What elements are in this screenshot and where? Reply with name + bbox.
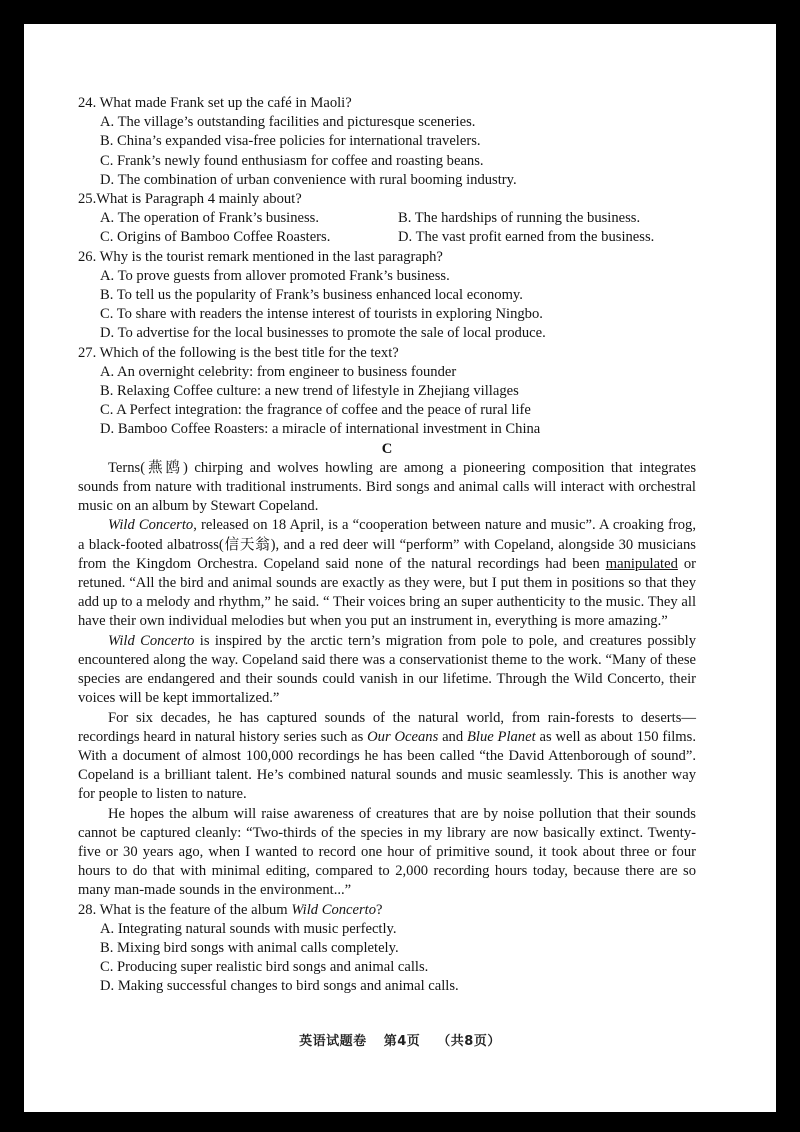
option-b: B. Relaxing Coffee culture: a new trend of lifestyle in Zhejiang villages bbox=[100, 383, 519, 400]
paragraph-5: He hopes the album will raise awareness of creatures that are by noise pollution that their sounds cannot be captured cleanly: “Two-thirds of the species in my library are now basically extinct. Twenty-five or 30 years ago, when I wanted to record one hour of primitive sound, it took about three or four hours to do that with minimal editing, compared to 2,000 recording hours today, because there are so many man-made sounds in the environment...” bbox=[78, 805, 696, 899]
album-title: Wild Concerto bbox=[108, 632, 195, 649]
option-a: A. The village’s outstanding facilities and picturesque sceneries. bbox=[100, 114, 476, 131]
question-stem: 27. Which of the following is the best title for the text? bbox=[78, 344, 399, 361]
option-c: C. Frank’s newly found enthusiasm for coffee and roasting beans. bbox=[100, 152, 484, 169]
option-b: B. To tell us the popularity of Frank’s business enhanced local economy. bbox=[100, 287, 523, 304]
question-stem: 24. What made Frank set up the café in Maoli? bbox=[78, 95, 352, 111]
option-b: B. Mixing bird songs with animal calls completely. bbox=[100, 939, 399, 956]
option-a: A. Integrating natural sounds with music perfectly. bbox=[100, 920, 397, 937]
option-row bbox=[78, 209, 696, 228]
paragraph-4: For six decades, he has captured sounds of the natural world, from rain-forests to deserts—recordings heard in natural history series such as Our Oceans and Blue Planet as well as about 150 films. With a document of almost 100,000 recordings he has been called “the David Attenborough of sound”. Copeland is a brilliant talent. He’s combined natural sounds and music seamlessly. This is another way for people to listen to nature. bbox=[78, 709, 696, 803]
option-a: A. The operation of Frank’s business. bbox=[100, 210, 320, 227]
option-d: D. The combination of urban convenience with rural booming industry. bbox=[100, 171, 517, 188]
question-27 bbox=[78, 344, 696, 440]
option-d: D. Making successful changes to bird songs and animal calls. bbox=[100, 978, 459, 995]
option-c: C. Origins of Bamboo Coffee Roasters. bbox=[100, 229, 331, 246]
option-b: B. The hardships of running the business. bbox=[398, 210, 641, 227]
question-28 bbox=[78, 901, 696, 997]
question-stem: 25.What is Paragraph 4 mainly about? bbox=[78, 191, 302, 208]
underlined-word: manipulated bbox=[605, 555, 678, 572]
passage-c bbox=[78, 459, 696, 901]
option-d: D. Bamboo Coffee Roasters: a miracle of international investment in China bbox=[100, 421, 541, 438]
exam-name: 英语试题卷 bbox=[299, 1034, 367, 1049]
series-title: Our Oceans bbox=[367, 728, 439, 745]
option-c: C. Producing super realistic bird songs and animal calls. bbox=[100, 959, 429, 976]
question-26 bbox=[78, 248, 696, 344]
page-total: （共8页） bbox=[437, 1034, 501, 1049]
page-content bbox=[78, 94, 696, 997]
page-footer bbox=[24, 1030, 776, 1049]
option-d: D. The vast profit earned from the business. bbox=[398, 229, 655, 246]
page-number: 第4页 bbox=[383, 1034, 421, 1049]
option-d: D. To advertise for the local businesses to promote the sale of local produce. bbox=[100, 325, 546, 342]
option-b: B. China’s expanded visa-free policies for international travelers. bbox=[100, 133, 481, 150]
paragraph-1: Terns(燕鸥) chirping and wolves howling are among a pioneering composition that integrates sounds from nature with traditional instruments. Bird songs and animal calls will interact with orchestral music on an album by Stewart Copeland. bbox=[78, 459, 696, 515]
option-row bbox=[78, 228, 696, 247]
paragraph-3: Wild Concerto is inspired by the arctic tern’s migration from pole to pole, and creatures possibly encountered along the way. Copeland said there was a conservationist theme to the work. “Many of these species are endangered and their sounds could vanish in our lifetime. Through the Wild Concerto, their voices will be kept immortalized.” bbox=[78, 632, 696, 707]
album-title: Wild Concerto bbox=[108, 517, 194, 534]
option-c: C. To share with readers the intense interest of tourists in exploring Ningbo. bbox=[100, 306, 543, 323]
series-title: Blue Planet bbox=[466, 728, 536, 745]
paragraph-2: Wild Concerto, released on 18 April, is a “cooperation between nature and music”. A croaking frog, a black-footed albatross(信天翁), and a red deer will “perform” with Copeland, alongside 30 musicians from the Kingdom Orchestra. Copeland said none of the natural recordings had been manipulated or retuned. “All the bird and animal sounds are exactly as they were, but I put them in positions so that they add up to a melody and rhythm,” he said. “ Their voices bring an super authenticity to the music. They all have their own individual melodies but when you put an instrument in, everything is more amazing.” bbox=[78, 517, 696, 630]
section-heading: C bbox=[381, 440, 393, 457]
option-a: A. An overnight celebrity: from engineer to business founder bbox=[100, 363, 457, 380]
exam-page bbox=[24, 24, 776, 1112]
question-24 bbox=[78, 94, 696, 190]
option-a: A. To prove guests from allover promoted Frank’s business. bbox=[100, 267, 450, 284]
option-c: C. A Perfect integration: the fragrance of coffee and the peace of rural life bbox=[100, 402, 531, 419]
question-stem: 28. What is the feature of the album Wild Concerto? bbox=[78, 901, 383, 918]
question-stem: 26. Why is the tourist remark mentioned in the last paragraph? bbox=[78, 248, 443, 265]
question-25 bbox=[78, 190, 696, 248]
